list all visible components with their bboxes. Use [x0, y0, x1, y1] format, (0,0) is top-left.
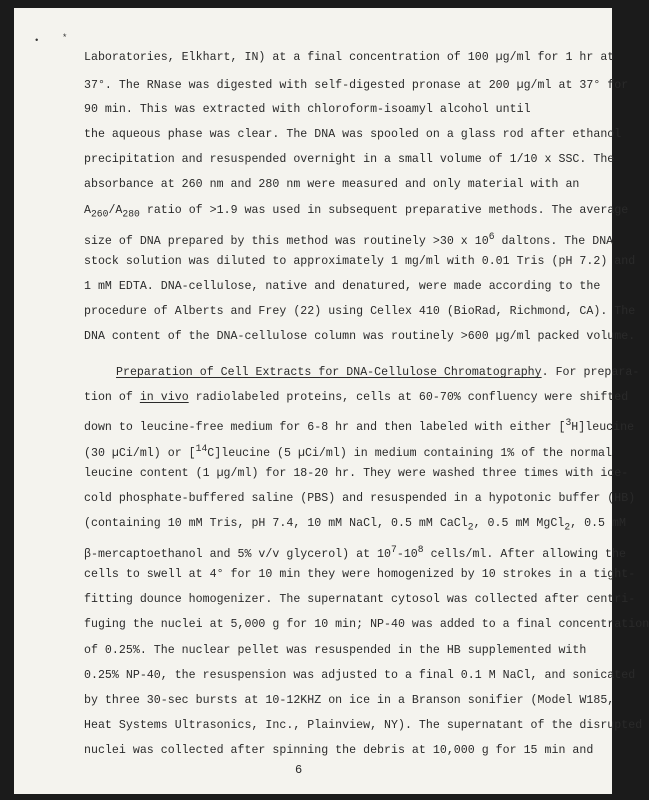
section-heading-line: Preparation of Cell Extracts for DNA-Cellulose Chromatography. For prepara- [116, 366, 640, 379]
text-line: tion of in vivo radiolabeled proteins, cells at 60-70% confluency were shifted [84, 391, 629, 404]
text-line: down to leucine-free medium for 6-8 hr and then labeled with either [$^3$H]leucine [84, 417, 635, 434]
text-line: $A_{260}/A_{280}$ ratio of >1.9 was used in subsequent preparative methods. The average [84, 204, 629, 220]
page-number: 6 [295, 763, 303, 777]
text-line: absorbance at 260 nm and 280 nm were measured and only material with an [84, 178, 580, 191]
text-line: (30 µCi/ml) or [$^{14}$C]leucine (5 µCi/ml) in medium containing 1% of the normal [84, 443, 612, 460]
text-line: 1 mM EDTA. DNA-cellulose, native and denatured, were made according to the [84, 280, 601, 293]
text-line: procedure of Alberts and Frey (22) using Cellex 410 (BioRad, Richmond, CA). The [84, 305, 636, 318]
stray-mark: * [62, 33, 68, 43]
text-line: by three 30-sec bursts at 10-12KHZ on ice in a Branson sonifier (Model W185, [84, 694, 615, 707]
section-heading: Preparation of Cell Extracts for DNA-Cellulose Chromatography [116, 366, 542, 379]
text-line: (containing 10 mM Tris, pH 7.4, 10 mM NaCl, 0.5 mM CaCl$_2$, 0.5 mM MgCl$_2$, 0.5 mM [84, 517, 626, 533]
text-line: size of DNA prepared by this method was routinely >30 x $10^6$ daltons. The DNA [84, 231, 614, 248]
document-page [14, 8, 649, 794]
text-line: nuclei was collected after spinning the debris at 10,000 g for 15 min and [84, 744, 594, 757]
stray-mark: • [34, 36, 40, 46]
text-line: of 0.25%. The nuclear pellet was resuspended in the HB supplemented with [84, 644, 587, 657]
text-line: 90 min. This was extracted with chloroform-isoamyl alcohol until [84, 103, 531, 116]
text-line: cells to swell at 4° for 10 min they were homogenized by 10 strokes in a tight- [84, 568, 636, 581]
text-line: β-mercaptoethanol and 5% v/v glycerol) at $10^7-10^8$ cells/ml. After allowing the [84, 544, 626, 561]
text-line: fitting dounce homogenizer. The supernatant cytosol was collected after centri- [84, 593, 636, 606]
text-line: DNA content of the DNA-cellulose column was routinely >600 µg/ml packed volume. [84, 330, 636, 343]
text-line: precipitation and resuspended overnight in a small volume of 1/10 x SSC. The [84, 153, 615, 166]
text-line: Laboratories, Elkhart, IN) at a final concentration of 100 µg/ml for 1 hr at [84, 51, 615, 64]
text-line: the aqueous phase was clear. The DNA was spooled on a glass rod after ethanol [84, 128, 622, 141]
text-line: fuging the nuclei at 5,000 g for 10 min; NP-40 was added to a final concentration [84, 618, 649, 631]
text-line: 37°. The RNase was digested with self-digested pronase at 200 µg/ml at 37° for [84, 79, 629, 92]
text-line: cold phosphate-buffered saline (PBS) and resuspended in a hypotonic buffer (HB) [84, 492, 636, 505]
text-line: Heat Systems Ultrasonics, Inc., Plainview, NY). The supernatant of the disrupted [84, 719, 643, 732]
text-line: leucine content (1 µg/ml) for 18-20 hr. They were washed three times with ice- [84, 467, 629, 480]
in-vivo-term: in vivo [139, 391, 189, 404]
text-line: stock solution was diluted to approximately 1 mg/ml with 0.01 Tris (pH 7.2) and [84, 255, 636, 268]
text-line: 0.25% NP-40, the resuspension was adjusted to a final 0.1 M NaCl, and sonicated [84, 669, 636, 682]
